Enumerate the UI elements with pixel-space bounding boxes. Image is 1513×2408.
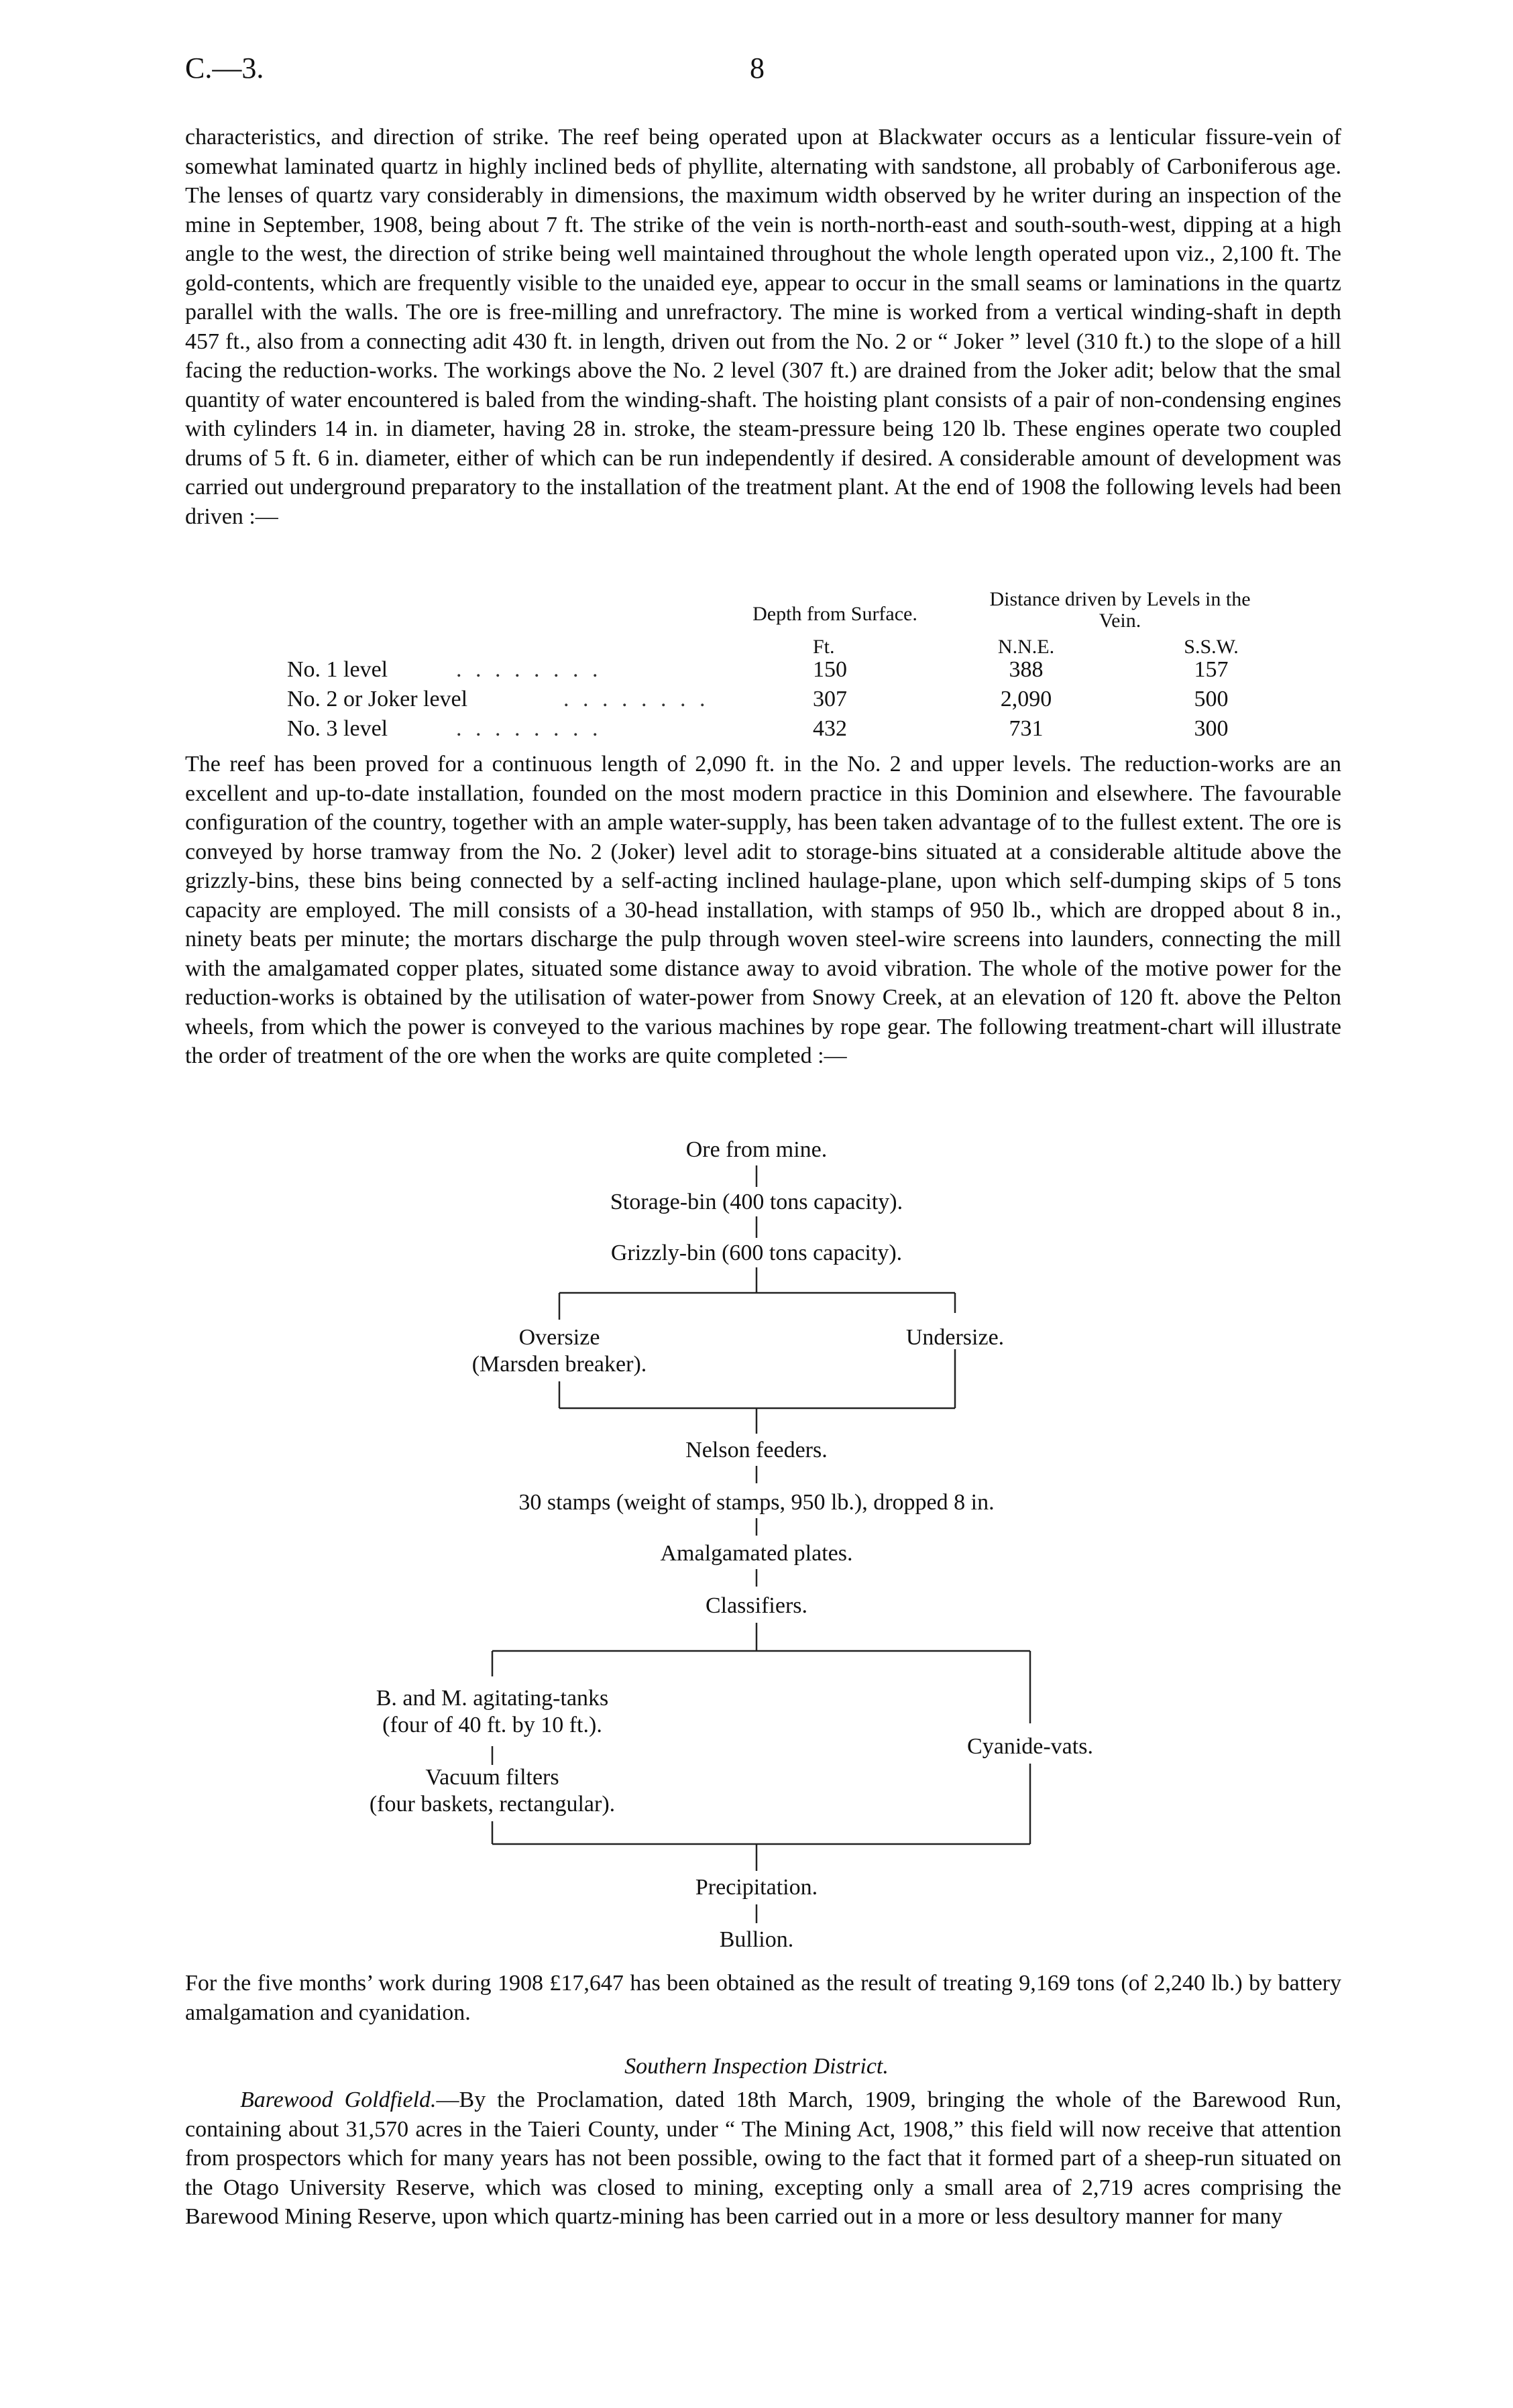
row-depth: 432: [813, 716, 847, 741]
flow-node-agitating-tanks: B. and M. agitating-tanks: [376, 1686, 609, 1711]
unit-nne: N.N.E.: [997, 636, 1055, 658]
report-code: C.—3.: [185, 52, 264, 84]
row-ssw: 157: [1194, 657, 1229, 682]
unit-ft: Ft.: [813, 636, 835, 658]
row-level-name: No. 1 level: [287, 657, 388, 682]
unit-ssw: S.S.W.: [1184, 636, 1239, 658]
paragraph-barewood-goldfield: [185, 2085, 1341, 2232]
flow-node-ore: Ore from mine.: [685, 1137, 828, 1162]
flow-node-amalgamated-plates: Amalgamated plates.: [660, 1541, 853, 1566]
flow-node-precipitation: Precipitation.: [695, 1875, 818, 1900]
table-header-depth: Depth from Surface.: [752, 603, 917, 625]
flow-node-stamps: 30 stamps (weight of stamps, 950 lb.), dropped 8 in.: [518, 1490, 995, 1515]
section-title: Southern Inspection District.: [624, 2054, 889, 2079]
table-header-distance: Distance driven by Levels in the Vein.: [989, 588, 1251, 632]
flow-node-cyanide-vats: Cyanide-vats.: [967, 1734, 1093, 1759]
flow-node-oversize: Oversize: [518, 1325, 600, 1350]
row-level-name: No. 3 level: [287, 716, 388, 741]
row-leader-dots: . . . . . . . .: [456, 657, 602, 682]
row-nne: 388: [1009, 657, 1044, 682]
row-leader-dots: . . . . . . . .: [456, 716, 602, 741]
flow-node-grizzly-bin: Grizzly-bin (600 tons capacity).: [610, 1241, 903, 1265]
flow-node-tanks-size: (four of 40 ft. by 10 ft.).: [382, 1713, 602, 1737]
row-leader-dots: . . . . . . . .: [563, 687, 710, 711]
paragraph-results-1908: For the five months’ work during 1908 £17,647 has been obtained as the result of treating 9,169 tons (of 2,240 lb.) by battery amalgamation and cyanidation.: [185, 1971, 1341, 2025]
flow-node-filters-desc: (four baskets, rectangular).: [369, 1792, 616, 1817]
paragraph-reduction-works: The reef has been proved for a continuous length of 2,090 ft. in the No. 2 and upper levels. The reduction-works are an excellent and up-to-date installation, founded on the most modern practice in this Dominion and elsewhere. The favourable configuration of the country, together with an ample water-supply, has been taken advantage of to the fullest extent. The ore is conveyed by horse tramway from the No. 2 (Joker) level adit to storage-bins situated at a considerable altitude above the grizzly-bins, these bins being connected by a self-acting inclined haulage-plane, upon which self-dumping skips of 5 tons capacity are employed. The mill consists of a 30-head installation, with stamps of 950 lb., which are dropped about 8 in., ninety beats per minute; the mortars discharge the pulp through woven steel-wire screens into launders, connecting the mill with the amalgamated copper plates, situated some distance away to avoid vibration. The whole of the motive power for the reduction-works is obtained by the utilisation of water-power from Snowy Creek, at an elevation of 120 ft. above the Pelton wheels, from which the power is conveyed to the various machines by rope gear. The following treatment-chart will illustrate the order of treatment of the ore when the works are quite completed :—: [185, 752, 1341, 1068]
flow-node-marsden-breaker: (Marsden breaker).: [471, 1352, 647, 1377]
flow-node-nelson-feeders: Nelson feeders.: [685, 1438, 828, 1463]
flow-node-classifiers: Classifiers.: [705, 1593, 808, 1618]
flow-node-storage-bin: Storage-bin (400 tons capacity).: [610, 1190, 903, 1214]
flow-node-vacuum-filters: Vacuum filters: [425, 1765, 559, 1790]
row-nne: 731: [1009, 716, 1044, 741]
row-depth: 307: [813, 687, 847, 711]
row-level-name: No. 2 or Joker level: [287, 687, 468, 711]
flow-node-undersize: Undersize.: [905, 1325, 1005, 1350]
row-ssw: 300: [1194, 716, 1229, 741]
row-nne: 2,090: [1000, 687, 1052, 711]
page-number: 8: [750, 52, 765, 84]
barewood-text: —By the Proclamation, dated 18th March, 1909, bringing the whole of the Barewood Run, containing about 31,570 acres in the Taieri County, under “ The Mining Act, 1908,” this field will now receive that attention from prospectors which for many years has not been possible, owing to the fact that it formed part of a sheep-run situated on the Otago University Reserve, which was closed to mining, excepting only a small area of 2,719 acres comprising the Barewood Mining Reserve, upon which quartz-mining has been carried out in a more or less desultory manner for many: [185, 2087, 1342, 2229]
barewood-heading: Barewood Goldfield.: [240, 2087, 437, 2112]
row-ssw: 500: [1194, 687, 1229, 711]
flow-node-bullion: Bullion.: [719, 1927, 794, 1952]
paragraph-blackwater-reef: characteristics, and direction of strike. The reef being operated upon at Blackwater occurs as a lenticular fissure-vein of somewhat laminated quartz in highly inclined beds of phyllite, alternating with sandstone, all probably of Carboniferous age. The lenses of quartz vary considerably in dimensions, the maximum width observed by he writer during an inspection of the mine in September, 1908, being about 7 ft. The strike of the vein is north-north-east and south-south-west, dipping at a high angle to the west, the direction of strike being well maintained throughout the whole length operated upon viz., 2,100 ft. The gold-contents, which are frequently visible to the unaided eye, appear to occur in the small seams or laminations in the quartz parallel with the walls. The ore is free-milling and unrefractory. The mine is worked from a vertical winding-shaft in depth 457 ft., also from a connecting adit 430 ft. in length, driven out from the No. 2 or “ Joker ” level (310 ft.) to the slope of a hill facing the reduction-works. The workings above the No. 2 level (307 ft.) are drained from the Joker adit; below that the smal quantity of water encountered is baled from the winding-shaft. The hoisting plant consists of a pair of non-condensing engines with cylinders 14 in. in diameter, having 28 in. stroke, the steam-pressure being 120 lb. These engines operate two coupled drums of 5 ft. 6 in. diameter, either of which can be run independently if desired. A considerable amount of development was carried out underground preparatory to the installation of the treatment plant. At the end of 1908 the following levels had been driven :—: [185, 125, 1341, 529]
row-depth: 150: [813, 657, 847, 682]
